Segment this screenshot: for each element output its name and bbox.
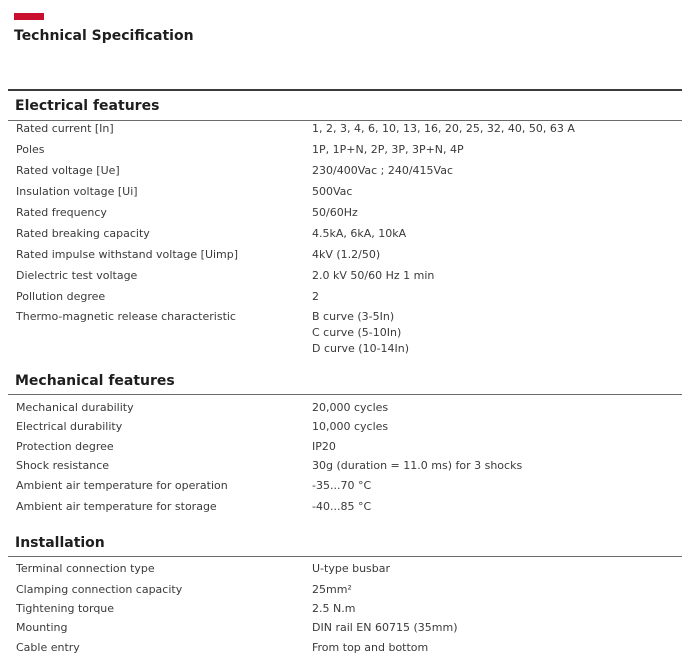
spec-value	[312, 268, 672, 284]
spec-label: Protection degree	[16, 440, 114, 453]
spec-value-line: From top and bottom	[312, 641, 429, 654]
spec-value-line: D curve (10-14In)	[312, 342, 410, 355]
spec-value	[312, 142, 672, 158]
spec-label: Rated voltage [Ue]	[16, 164, 120, 177]
section-title-electrical-features: Electrical features	[15, 98, 160, 114]
title-accent-bar	[14, 13, 44, 20]
spec-value-line: 1, 2, 3, 4, 6, 10, 13, 16, 20, 25, 32, 40, 50, 63 A	[312, 122, 575, 135]
section-divider	[8, 556, 682, 557]
spec-value	[312, 419, 672, 435]
spec-value-line: U-type busbar	[312, 562, 391, 575]
spec-value	[312, 289, 672, 305]
spec-value	[312, 499, 672, 515]
spec-label: Poles	[16, 143, 45, 156]
spec-value	[312, 400, 672, 416]
section-title-installation: Installation	[15, 535, 105, 551]
page-title: Technical Specification	[14, 28, 194, 44]
spec-value	[312, 601, 672, 617]
spec-label: Ambient air temperature for operation	[16, 479, 228, 492]
spec-value-line: IP20	[312, 440, 336, 453]
spec-label: Rated current [In]	[16, 122, 114, 135]
spec-value	[312, 582, 672, 598]
spec-value-line: 50/60Hz	[312, 206, 358, 219]
spec-value	[312, 163, 672, 179]
spec-value	[312, 184, 672, 200]
spec-label: Insulation voltage [Ui]	[16, 185, 138, 198]
spec-value-line: 230/400Vac ; 240/415Vac	[312, 164, 454, 177]
spec-label: Rated frequency	[16, 206, 107, 219]
spec-value-line: 4kV (1.2/50)	[312, 248, 381, 261]
spec-label: Shock resistance	[16, 459, 110, 472]
spec-value-line: 25mm²	[312, 583, 352, 596]
spec-value	[312, 439, 672, 455]
spec-label: Mechanical durability	[16, 401, 134, 414]
spec-value-line: DIN rail EN 60715 (35mm)	[312, 621, 458, 634]
section-title-mechanical-features: Mechanical features	[15, 373, 175, 389]
spec-label: Cable entry	[16, 641, 80, 654]
spec-value-line: 4.5kA, 6kA, 10kA	[312, 227, 407, 240]
spec-value-line: 2.5 N.m	[312, 602, 356, 615]
spec-value-line: -35...70 °C	[312, 479, 372, 492]
spec-label: Ambient air temperature for storage	[16, 500, 217, 513]
spec-value-line: B curve (3-5In)	[312, 310, 395, 323]
spec-value	[312, 478, 672, 494]
spec-value-line: 500Vac	[312, 185, 353, 198]
spec-value	[312, 458, 672, 474]
spec-value	[312, 620, 672, 636]
spec-value-line: 30g (duration = 11.0 ms) for 3 shocks	[312, 459, 523, 472]
spec-value-line: 2.0 kV 50/60 Hz 1 min	[312, 269, 435, 282]
spec-value	[312, 309, 672, 357]
spec-value	[312, 121, 672, 137]
spec-value-line: C curve (5-10In)	[312, 326, 402, 339]
spec-value	[312, 561, 672, 577]
spec-value	[312, 226, 672, 242]
spec-label: Dielectric test voltage	[16, 269, 138, 282]
spec-value-line: 20,000 cycles	[312, 401, 389, 414]
spec-value	[312, 640, 672, 656]
spec-value-line: 10,000 cycles	[312, 420, 389, 433]
spec-label: Rated breaking capacity	[16, 227, 150, 240]
section-divider	[8, 394, 682, 395]
spec-label: Clamping connection capacity	[16, 583, 183, 596]
spec-label: Electrical durability	[16, 420, 123, 433]
spec-label: Mounting	[16, 621, 68, 634]
spec-label: Terminal connection type	[16, 562, 155, 575]
spec-value-line: 1P, 1P+N, 2P, 3P, 3P+N, 4P	[312, 143, 464, 156]
spec-label: Rated impulse withstand voltage [Uimp]	[16, 248, 239, 261]
spec-label: Tightening torque	[16, 602, 115, 615]
spec-value	[312, 247, 672, 263]
header-divider	[8, 89, 682, 91]
spec-value-line: -40...85 °C	[312, 500, 372, 513]
spec-value-line: 2	[312, 290, 319, 303]
spec-label: Thermo-magnetic release characteristic	[16, 310, 236, 323]
spec-value	[312, 205, 672, 221]
spec-label: Pollution degree	[16, 290, 106, 303]
